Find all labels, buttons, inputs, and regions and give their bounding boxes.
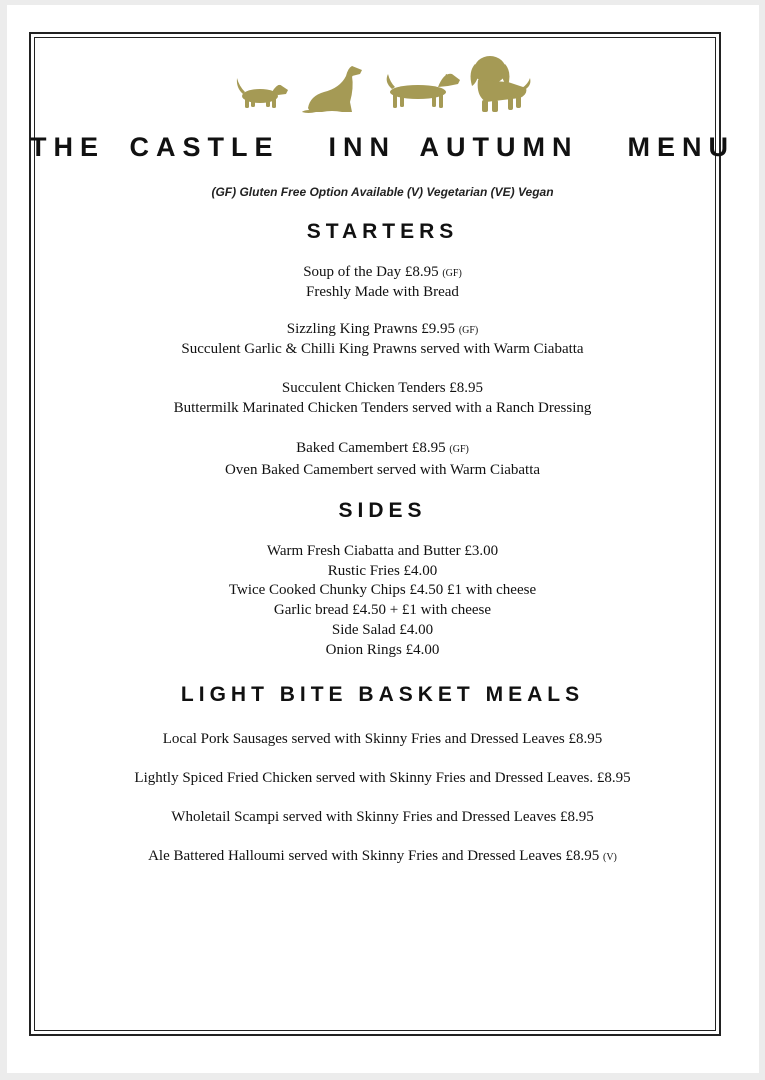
starter-item-description: Buttermilk Marinated Chicken Tenders served with a Ranch Dressing — [173, 400, 592, 416]
side-item: Warm Fresh Ciabatta and Butter £3.00 — [266, 543, 499, 559]
basket-meal-item: Ale Battered Halloumi served with Skinny Fries and Dressed Leaves £8.95 (V) — [148, 848, 617, 864]
dachshund-long-icon — [387, 74, 460, 108]
vegetarian-tag: (V) — [603, 852, 617, 863]
gf-tag: (GF) — [449, 444, 469, 455]
basket-meals-heading: LIGHT BITE BASKET MEALS — [180, 683, 585, 706]
side-item: Rustic Fries £4.00 — [327, 563, 438, 579]
starter-item-name: Sizzling King Prawns £9.95 (GF) — [286, 321, 479, 337]
dachshund-puppy-icon — [471, 56, 531, 112]
starter-item-description: Freshly Made with Bread — [306, 284, 459, 300]
sides-heading: SIDES — [338, 499, 427, 522]
side-item: Garlic bread £4.50 + £1 with cheese — [273, 602, 492, 618]
side-item: Side Salad £4.00 — [331, 622, 434, 638]
starter-item-description: Succulent Garlic & Chilli King Prawns served with Warm Ciabatta — [181, 341, 584, 357]
basket-meal-item: Lightly Spiced Fried Chicken served with Skinny Fries and Dressed Leaves. £8.95 — [134, 770, 631, 786]
side-item: Onion Rings £4.00 — [325, 642, 440, 658]
dachshund-sitting-icon — [302, 66, 362, 113]
gf-tag: (GF) — [442, 268, 462, 279]
starters-heading: STARTERS — [306, 220, 459, 243]
basket-meal-item: Wholetail Scampi served with Skinny Fries and Dressed Leaves £8.95 — [171, 809, 594, 825]
dachshund-logo-icon — [232, 52, 532, 116]
dachshund-standing-icon — [237, 78, 288, 108]
starter-item-description: Oven Baked Camembert served with Warm Ciabatta — [224, 462, 541, 478]
dietary-legend: (GF) Gluten Free Option Available (V) Vegetarian (VE) Vegan — [211, 185, 554, 199]
starter-item-name: Succulent Chicken Tenders £8.95 — [281, 380, 484, 396]
menu-title: THE CASTLE INN AUTUMN MENU — [30, 132, 735, 162]
side-item: Twice Cooked Chunky Chips £4.50 £1 with cheese — [228, 582, 537, 598]
starter-item-name: Baked Camembert £8.95 (GF) — [296, 440, 469, 456]
basket-meal-item: Local Pork Sausages served with Skinny Fries and Dressed Leaves £8.95 — [162, 731, 603, 747]
starter-item-name: Soup of the Day £8.95 (GF) — [303, 264, 462, 280]
gf-tag: (GF) — [458, 325, 479, 336]
